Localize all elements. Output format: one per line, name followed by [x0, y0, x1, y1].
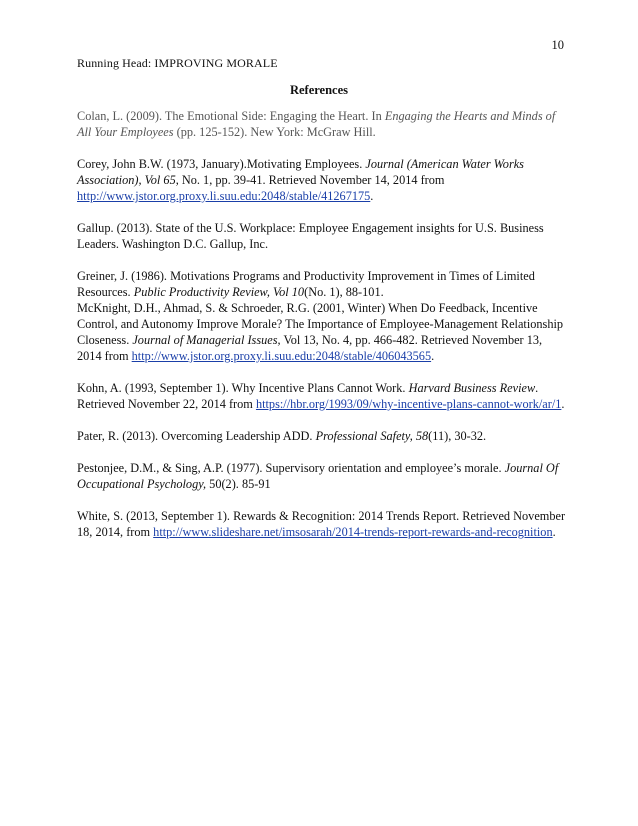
reference-text: (11), 30-32. — [428, 429, 487, 443]
reference-entry — [77, 508, 567, 540]
reference-text: Gallup. (2013). State of the U.S. Workplace: Employee Engagement insights for U.S. Business Leaders. Washington D.C. Gallup, Inc. — [77, 221, 544, 251]
reference-text: White, S. (2013, September 1). Rewards & Recognition: 2014 Trends Report. Retrieved November 18, 2014, from — [77, 509, 566, 539]
running-head: Running Head: IMPROVING MORALE — [77, 56, 278, 70]
reference-text: Journal (American Water Works Association), Vol 65 — [77, 157, 524, 187]
reference-text: Corey, John B.W. (1973, January).Motivating Employees. — [77, 157, 366, 171]
reference-link[interactable]: http://www.slideshare.net/imsosarah/2014-trends-report-rewards-and-recognition — [153, 525, 553, 539]
reference-text: (pp. 125-152). New York: McGraw Hill. — [173, 125, 376, 139]
reference-text: Pestonjee, D.M., & Sing, A.P. (1977). Supervisory orientation and employee’s morale. — [77, 461, 505, 475]
reference-text: (No. 1), 88-101. — [304, 285, 384, 299]
reference-entry — [77, 380, 567, 412]
reference-text: Pater, R. (2013). Overcoming Leadership ADD. — [77, 429, 316, 443]
reference-text: . Retrieved November 22, 2014 from — [77, 381, 539, 411]
reference-text: , No. 1, pp. 39-41. Retrieved November 14, 2014 from — [175, 173, 445, 187]
reference-text: Journal Of Occupational Psychology, — [77, 461, 559, 491]
reference-text: . — [431, 349, 435, 363]
reference-text: . — [561, 397, 565, 411]
reference-text: . — [552, 525, 556, 539]
reference-text: Greiner, J. (1986). Motivations Programs and Productivity Improvement in Times of Limited Resources. — [77, 269, 535, 299]
reference-text: 50(2). 85-91 — [206, 477, 271, 491]
reference-text: Vol 13, No. 4, pp. 466-482. Retrieved November 13, 2014 from — [77, 333, 543, 363]
reference-text: Professional Safety, 58 — [315, 429, 429, 443]
page-number: 10 — [551, 38, 564, 52]
reference-entry — [77, 220, 567, 252]
reference-entry — [77, 300, 567, 364]
reference-text: McKnight, D.H., Ahmad, S. & Schroeder, R.G. (2001, Winter) When Do Feedback, Incentive Control, and Autonomy Improve Morale? The Importance of Employee-Management Relationship Closeness. — [77, 301, 564, 347]
reference-text: Harvard Business Review — [408, 381, 536, 395]
reference-entry — [77, 156, 567, 204]
reference-text: Colan, L. (2009). The Emotional Side: Engaging the Heart. In — [77, 109, 385, 123]
reference-text: . — [370, 189, 374, 203]
reference-entry — [77, 428, 567, 444]
reference-link[interactable]: http://www.jstor.org.proxy.li.suu.edu:2048/stable/41267175 — [77, 189, 371, 203]
reference-entry — [77, 460, 567, 492]
references-list — [77, 108, 567, 556]
reference-link[interactable]: https://hbr.org/1993/09/why-incentive-plans-cannot-work/ar/1 — [255, 397, 562, 411]
reference-entry — [77, 268, 567, 300]
reference-text: Engaging the Hearts and Minds of All Your Employees — [77, 109, 556, 139]
reference-link[interactable]: http://www.jstor.org.proxy.li.suu.edu:2048/stable/406043565 — [131, 349, 432, 363]
reference-text: Journal of Managerial Issues, — [132, 333, 281, 347]
reference-text: Kohn, A. (1993, September 1). Why Incentive Plans Cannot Work. — [77, 381, 409, 395]
reference-entry — [77, 108, 567, 140]
reference-text: Public Productivity Review, Vol 10 — [133, 285, 305, 299]
references-title: References — [289, 83, 349, 97]
